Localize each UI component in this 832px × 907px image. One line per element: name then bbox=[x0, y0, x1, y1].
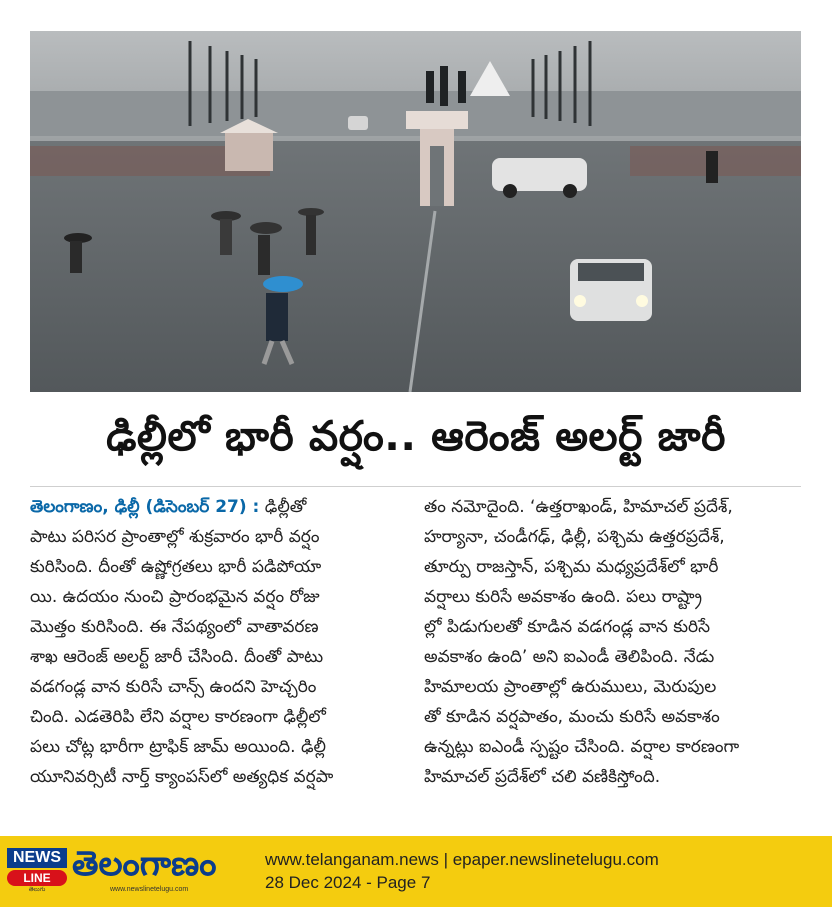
footer-bar bbox=[0, 836, 832, 907]
news-photo bbox=[30, 31, 801, 392]
article-line: అవకాశం ఉంది’ అని ఐఎండీ తెలిపింది. నేడు bbox=[424, 647, 715, 667]
article-line: హిమాలయ ప్రాంతాల్లో ఉరుములు, మెరుపుల bbox=[424, 677, 717, 697]
article-line: కురిసింది. దీంతో ఉష్ణోగ్రతలు భారీ పడిపోయా bbox=[30, 557, 322, 577]
article-line: హర్యానా, చండీగఢ్, ఢిల్లీ, పశ్చిమ ఉత్తరప్రదేశ్, bbox=[424, 527, 725, 547]
article-line: వర్షాలు కురిసే అవకాశం ఉంది. పలు రాష్ట్రా bbox=[424, 587, 702, 607]
article-line: ఉన్నట్లు ఐఎండీ స్పష్టం చేసింది. వర్షాల కారణంగా bbox=[424, 737, 740, 757]
article-first-line bbox=[30, 492, 416, 522]
edition-date-page: 28 Dec 2024 - Page 7 bbox=[265, 873, 431, 892]
article-line: శాఖ ఆరెంజ్ అలర్ట్ జారీ చేసింది. దీంతో పాటు bbox=[30, 647, 324, 667]
article-line: పాటు పరిసర ప్రాంతాల్లో శుక్రవారం భారీ వర్షం bbox=[30, 527, 320, 547]
article-line: మొత్తం కురిసింది. ఈ నేపథ్యంలో వాతావరణ bbox=[30, 617, 319, 637]
logo-sub-text: తెలుగు bbox=[28, 886, 46, 893]
article-line: తో కూడిన వర్షపాతం, మంచు కురిసే అవకాశం bbox=[424, 707, 720, 727]
newsline-logo bbox=[7, 848, 67, 892]
rain-street-illustration bbox=[30, 31, 801, 392]
dateline: తెలంగాణం, ఢిల్లీ (డిసెంబర్ 27) : bbox=[30, 497, 260, 517]
article-line: చింది. ఎడతెరిపి లేని వర్షాల కారణంగా ఢిల్లీలో bbox=[30, 707, 326, 727]
article-column-left bbox=[30, 492, 416, 792]
article-line: తం నమోదైంది. ‘ఉత్తరాఖండ్, హిమాచల్ ప్రదేశ్, bbox=[424, 497, 733, 517]
headline: ఢిల్లీలో భారీ వర్షం.. ఆరెంజ్ అలర్ట్ జారీ bbox=[106, 412, 726, 460]
headline-divider bbox=[30, 486, 801, 487]
brand-url: www.newslinetelugu.com bbox=[110, 886, 189, 893]
article-line: ఢిల్లీతో bbox=[264, 497, 307, 517]
logo-news-text: NEWS bbox=[7, 848, 67, 868]
article-line: వడగండ్ల వాన కురిసే చాన్స్ ఉందని హెచ్చరిం bbox=[30, 677, 317, 697]
article-line: పలు చోట్ల భారీగా ట్రాఫిక్ జామ్ అయింది. ఢిల్లీ bbox=[30, 737, 327, 757]
footer-links[interactable]: www.telanganam.news | epaper.newslinetelugu.com bbox=[265, 850, 659, 869]
article-line: యి. ఉదయం నుంచి ప్రారంభమైన వర్షం రోజు bbox=[30, 587, 320, 607]
logo-line-text: LINE bbox=[7, 870, 67, 886]
article-line: యూనివర్సిటీ నార్త్ క్యాంపస్‌లో అత్యధిక వర్షపా bbox=[30, 767, 334, 787]
brand-wordmark: తెలంగాణం bbox=[72, 844, 217, 884]
article-line: ల్లో పిడుగులతో కూడిన వడగండ్ల వాన కురిసే bbox=[424, 617, 711, 637]
article-line: హిమాచల్ ప్రదేశ్‌లో చలి వణికిస్తోంది. bbox=[424, 767, 661, 787]
article-line: తూర్పు రాజస్తాన్, పశ్చిమ మధ్యప్రదేశ్‌లో భారీ bbox=[424, 557, 719, 577]
article-column-right bbox=[424, 492, 801, 792]
